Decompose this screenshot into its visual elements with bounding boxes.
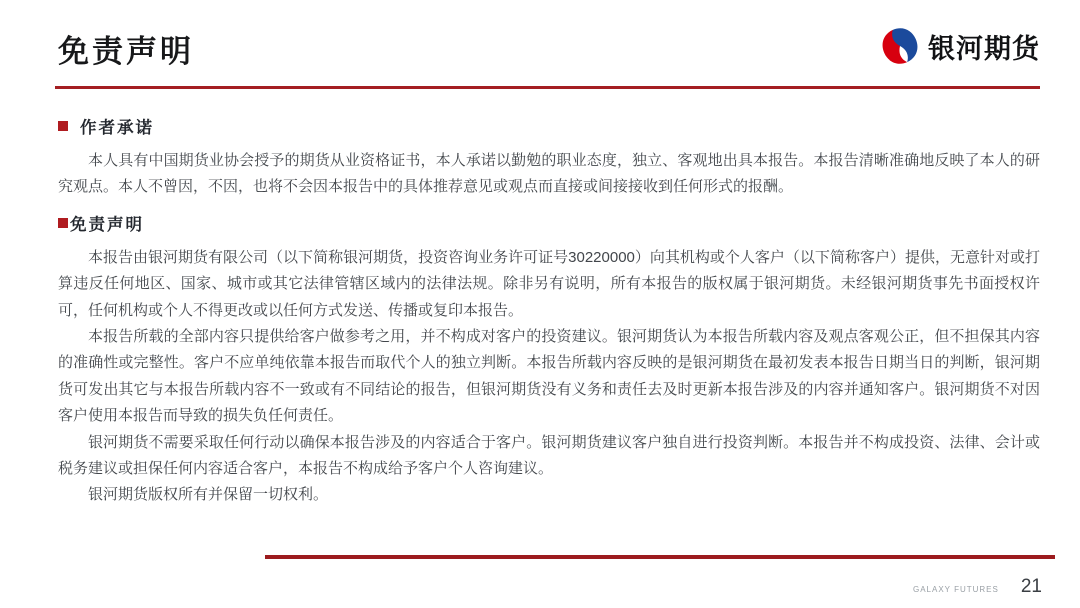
page-title: 免责声明 <box>58 34 194 70</box>
paragraph: 本报告所载的全部内容只提供给客户做参考之用，并不构成对客户的投资建议。银河期货认为本报告所载内容及观点客观公正，但不担保其内容的准确性或完整性。客户不应单纯依靠本报告而取代个人的独立判断。本报告所载内容反映的是银河期货在最初发表本报告日期当日的判断，银河期货可发出其它与本报告所载内容不一致或有不同结论的报告，但银河期货没有义务和责任去及时更新本报告涉及的内容并通知客户。银河期货不对因客户使用本报告而导致的损失负任何责任。 <box>58 327 1040 425</box>
disclaimer-content <box>58 104 1040 515</box>
footer-brand-label: GALAXY FUTURES <box>912 585 999 594</box>
galaxy-swirl-icon <box>880 26 920 66</box>
section-heading-label: 作者承诺 <box>80 119 154 137</box>
company-name: 银河期货 <box>928 33 1040 64</box>
section-heading-label: 免责声明 <box>70 215 144 234</box>
red-square-bullet-icon <box>58 218 68 228</box>
footer-divider <box>265 555 1055 559</box>
section-heading <box>58 211 1040 235</box>
paragraph: 本报告由银河期货有限公司（以下简称银河期货，投资咨询业务许可证号30220000）向其机构或个人客户（以下简称客户）提供，无意针对或打算违反任何地区、国家、城市或其它法律管辖区域内的法律法规。除非另有说明，所有本报告的版权属于银河期货。未经银河期货事先书面授权许可，任何机构或个人不得更改或以任何方式发送、传播或复印本报告。 <box>58 248 1040 319</box>
section-author-commitment <box>58 114 1040 201</box>
red-square-bullet-icon <box>58 121 68 131</box>
paragraph: 银河期货版权所有并保留一切权利。 <box>88 486 329 504</box>
section-disclaimer <box>58 211 1040 509</box>
page-number: 21 <box>1020 576 1042 597</box>
company-logo <box>880 26 1040 66</box>
footer <box>913 576 1042 598</box>
paragraph: 银河期货不需要采取任何行动以确保本报告涉及的内容适合于客户。银河期货建议客户独自进行投资判断。本报告并不构成投资、法律、会计或税务建议或担保任何内容适合客户，本报告不构成给予客户个人咨询建议。 <box>58 433 1040 477</box>
paragraph: 本人具有中国期货业协会授予的期货从业资格证书，本人承诺以勤勉的职业态度，独立、客观地出具本报告。本报告清晰准确地反映了本人的研究观点。本人不曾因，不因，也将不会因本报告中的具体推荐意见或观点而直接或间接接收到任何形式的报酬。 <box>58 152 1040 196</box>
section-heading <box>58 114 1040 138</box>
header-divider <box>55 86 1040 89</box>
